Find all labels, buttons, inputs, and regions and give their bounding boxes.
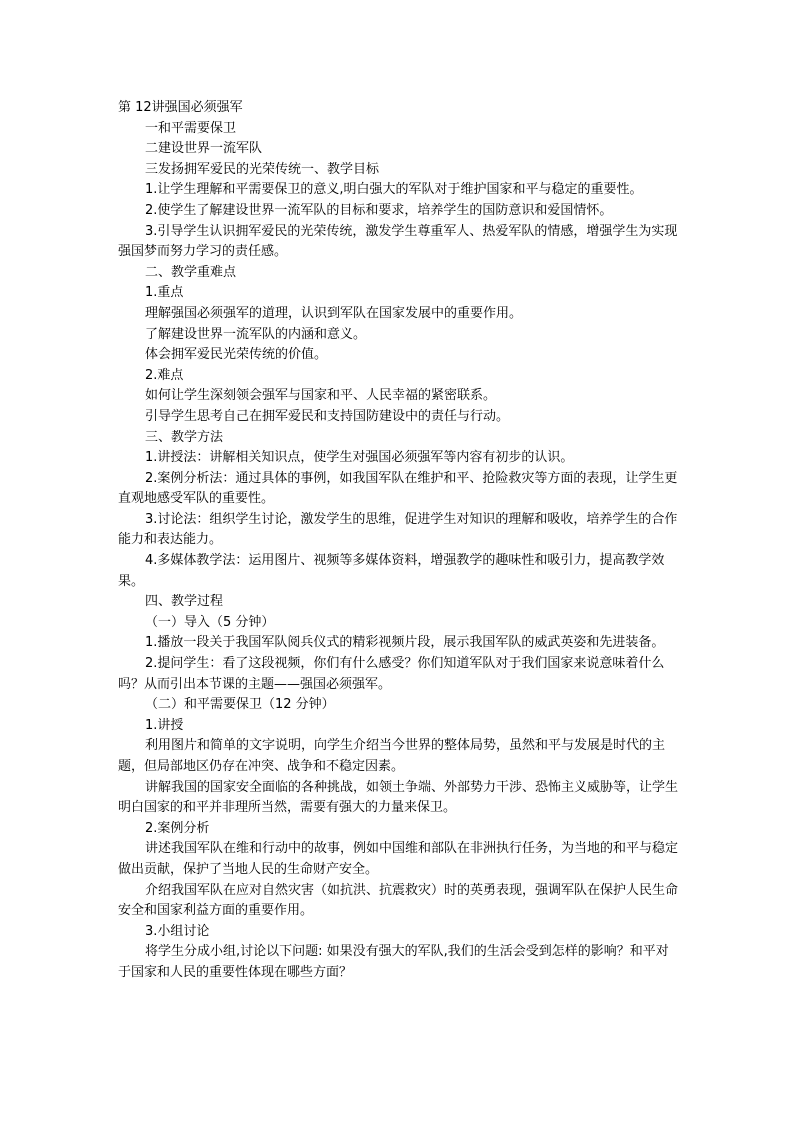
paragraph: 3.小组讨论 bbox=[145, 923, 210, 939]
paragraph: 了解建设世界一流军队的内涵和意义。 bbox=[145, 326, 367, 342]
paragraph: 三、教学方法 bbox=[145, 429, 224, 445]
paragraph: 讲述我国军队在维和行动中的故事，例如中国维和部队在非洲执行任务，为当地的和平与稳定做出贡献，保护了当地人民的生命财产安全。 bbox=[118, 841, 679, 877]
paragraph: 二建设世界一流军队 bbox=[145, 141, 263, 157]
paragraph: 三发扬拥军爱民的光荣传统一、教学目标 bbox=[145, 161, 380, 177]
paragraph: 将学生分成小组,讨论以下问题: 如果没有强大的军队,我们的生活会受到怎样的影响？和平对于国家和人民的重要性体现在哪些方面？ bbox=[118, 944, 669, 980]
paragraph: 2.提问学生：看了这段视频，你们有什么感受？你们知道军队对于我们国家来说意味着什么吗？从而引出本节课的主题——强国必须强军。 bbox=[118, 656, 665, 692]
paragraph: （一）导入（5 分钟） bbox=[145, 614, 275, 630]
paragraph: 介绍我国军队在应对自然灾害（如抗洪、抗震救灾）时的英勇表现，强调军队在保护人民生命安全和国家利益方面的重要作用。 bbox=[118, 882, 679, 919]
paragraph: 理解强国必须强军的道理，认识到军队在国家发展中的重要作用。 bbox=[145, 305, 523, 321]
paragraph: 2.使学生了解建设世界一流军队的目标和要求，培养学生的国防意识和爱国情怀。 bbox=[145, 202, 613, 218]
paragraph: 一和平需要保卫 bbox=[145, 120, 237, 136]
paragraph: 2.案例分析法：通过具体的事例，如我国军队在维护和平、抢险救灾等方面的表现，让学生更直观地感受军队的重要性。 bbox=[118, 470, 678, 507]
paragraph: 四、教学过程 bbox=[145, 594, 224, 610]
paragraph: 1.讲授法：讲解相关知识点，使学生对强国必须强军等内容有初步的认识。 bbox=[145, 450, 574, 466]
paragraph: 利用图片和简单的文字说明，向学生介绍当今世界的整体局势，虽然和平与发展是时代的主题，但局部地区仍存在冲突、战争和不稳定因素。 bbox=[118, 738, 666, 774]
paragraph-list bbox=[118, 119, 680, 984]
paragraph: 1.讲授 bbox=[145, 717, 184, 733]
paragraph: 3.讨论法：组织学生讨论，激发学生的思维，促进学生对知识的理解和吸收，培养学生的合作能力和表达能力。 bbox=[118, 511, 678, 548]
paragraph: 2.难点 bbox=[145, 367, 184, 383]
paragraph: （二）和平需要保卫（12 分钟） bbox=[145, 697, 335, 713]
paragraph: 1.让学生理解和平需要保卫的意义,明白强大的军队对于维护国家和平与稳定的重要性。 bbox=[145, 182, 643, 198]
paragraph: 4.多媒体教学法：运用图片、视频等多媒体资料，增强教学的趣味性和吸引力，提高教学效果。 bbox=[118, 553, 665, 589]
document-title: 第 12讲强国必须强军 bbox=[118, 100, 243, 115]
paragraph: 体会拥军爱民光荣传统的价值。 bbox=[145, 347, 328, 363]
paragraph: 如何让学生深刻领会强军与国家和平、人民幸福的紧密联系。 bbox=[145, 388, 497, 404]
paragraph: 2.案例分析 bbox=[145, 820, 210, 836]
paragraph: 二、教学重难点 bbox=[145, 264, 237, 280]
paragraph: 引导学生思考自己在拥军爱民和支持国防建设中的责任与行动。 bbox=[145, 408, 510, 424]
document-body bbox=[118, 98, 680, 984]
paragraph: 1.重点 bbox=[145, 285, 184, 301]
paragraph: 讲解我国的国家安全面临的各种挑战，如领土争端、外部势力干涉、恐怖主义威胁等，让学生明白国家的和平并非理所当然，需要有强大的力量来保卫。 bbox=[118, 779, 679, 816]
paragraph: 1.播放一段关于我国军队阅兵仪式的精彩视频片段，展示我国军队的威武英姿和先进装备。 bbox=[145, 635, 665, 651]
paragraph: 3.引导学生认识拥军爱民的光荣传统，激发学生尊重军人、热爱军队的情感，增强学生为实现强国梦而努力学习的责任感。 bbox=[118, 223, 678, 260]
